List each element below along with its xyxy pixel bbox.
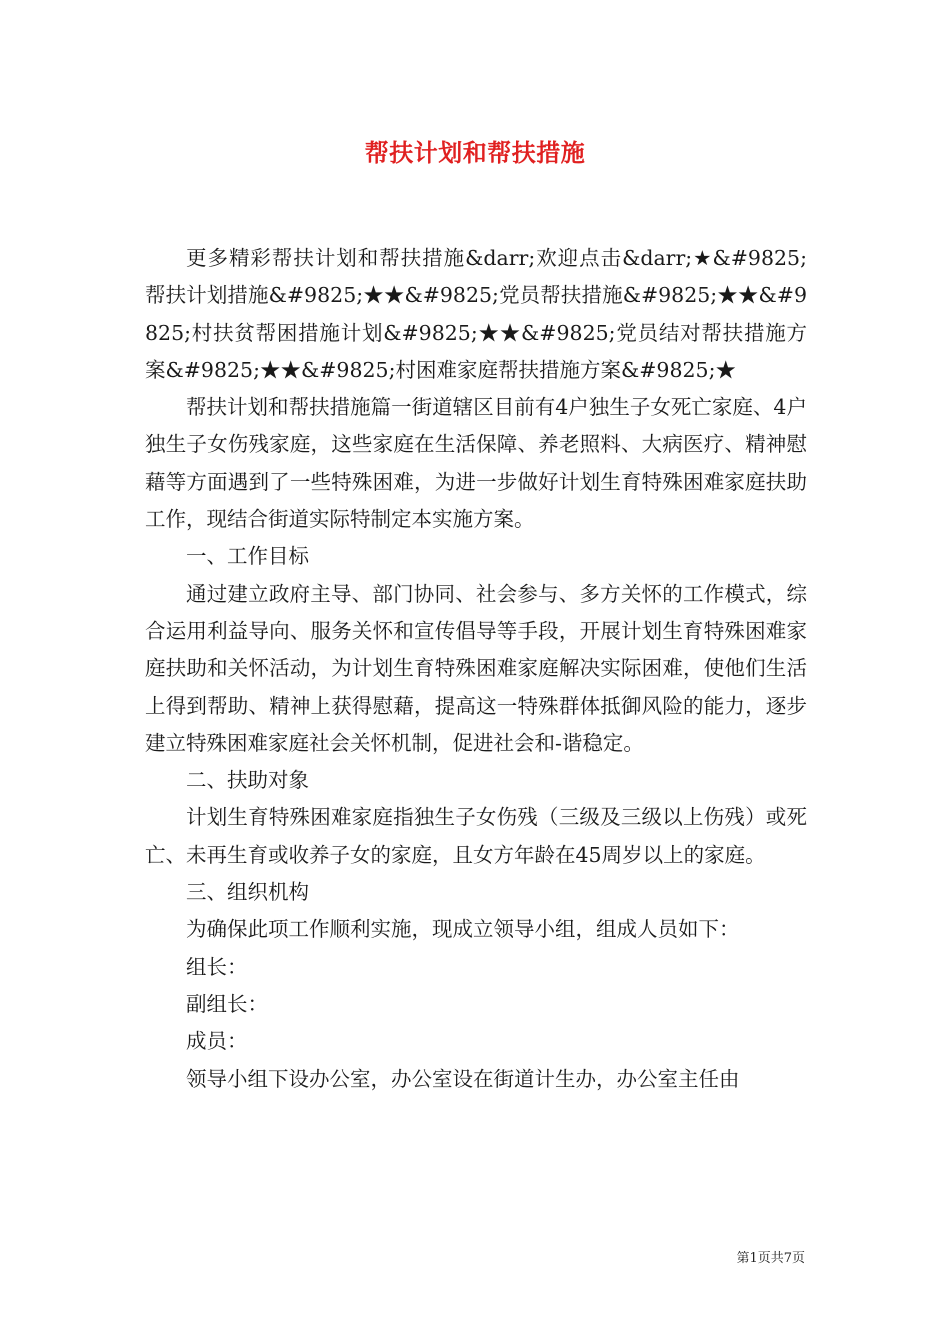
paragraph-work-goal: 通过建立政府主导、部门协同、社会参与、多方关怀的工作模式，综合运用利益导向、服务关怀和宣传倡导等手段，开展计划生育特殊困难家庭扶助和关怀活动，为计划生育特殊困难家庭解决实际困难，使他们生活上得到帮助、精神上获得慰藉，提高这一特殊群体抵御风险的能力，逐步建立特殊困难家庭社会关怀机制，促进社会和-谐稳定。 (145, 581, 807, 755)
document-title: 帮扶计划和帮扶措施 (364, 138, 586, 167)
paragraph-office: 领导小组下设办公室，办公室设在街道计生办，办公室主任由 (186, 1066, 740, 1091)
line-leader: 组长： (186, 954, 248, 979)
paragraph-organization: 为确保此项工作顺利实施，现成立领导小组，组成人员如下： (186, 917, 740, 942)
line-deputy-leader: 副组长： (186, 991, 268, 1016)
paragraph-links: 更多精彩帮扶计划和帮扶措施&darr;欢迎点击&darr;★&#9825;帮扶计划措施&#9825;★★&#9825;党员帮扶措施&#9825;★★&#9825;村扶贫帮困措施计划&#9825;★★&#9825;党员结对帮扶措施方案&#9825;★★&#9825;村困难家庭帮扶措施方案&#9825;★ (145, 246, 807, 382)
heading-work-goal: 一、工作目标 (186, 544, 309, 569)
page-number: 第1页共7页 (736, 1251, 805, 1266)
line-members: 成员： (186, 1029, 248, 1054)
heading-organization: 三、组织机构 (186, 880, 309, 905)
document-body (145, 240, 807, 1098)
paragraph-aid-target: 计划生育特殊困难家庭指独生子女伤残（三级及三级以上伤残）或死亡、未再生育或收养子女的家庭，且女方年龄在45周岁以上的家庭。 (145, 805, 807, 867)
heading-aid-target: 二、扶助对象 (186, 768, 309, 793)
paragraph-intro: 帮扶计划和帮扶措施篇一街道辖区目前有4户独生子女死亡家庭、4户独生子女伤残家庭，这些家庭在生活保障、养老照料、大病医疗、精神慰藉等方面遇到了一些特殊困难，为进一步做好计划生育特殊困难家庭扶助工作，现结合街道实际特制定本实施方案。 (145, 395, 807, 532)
